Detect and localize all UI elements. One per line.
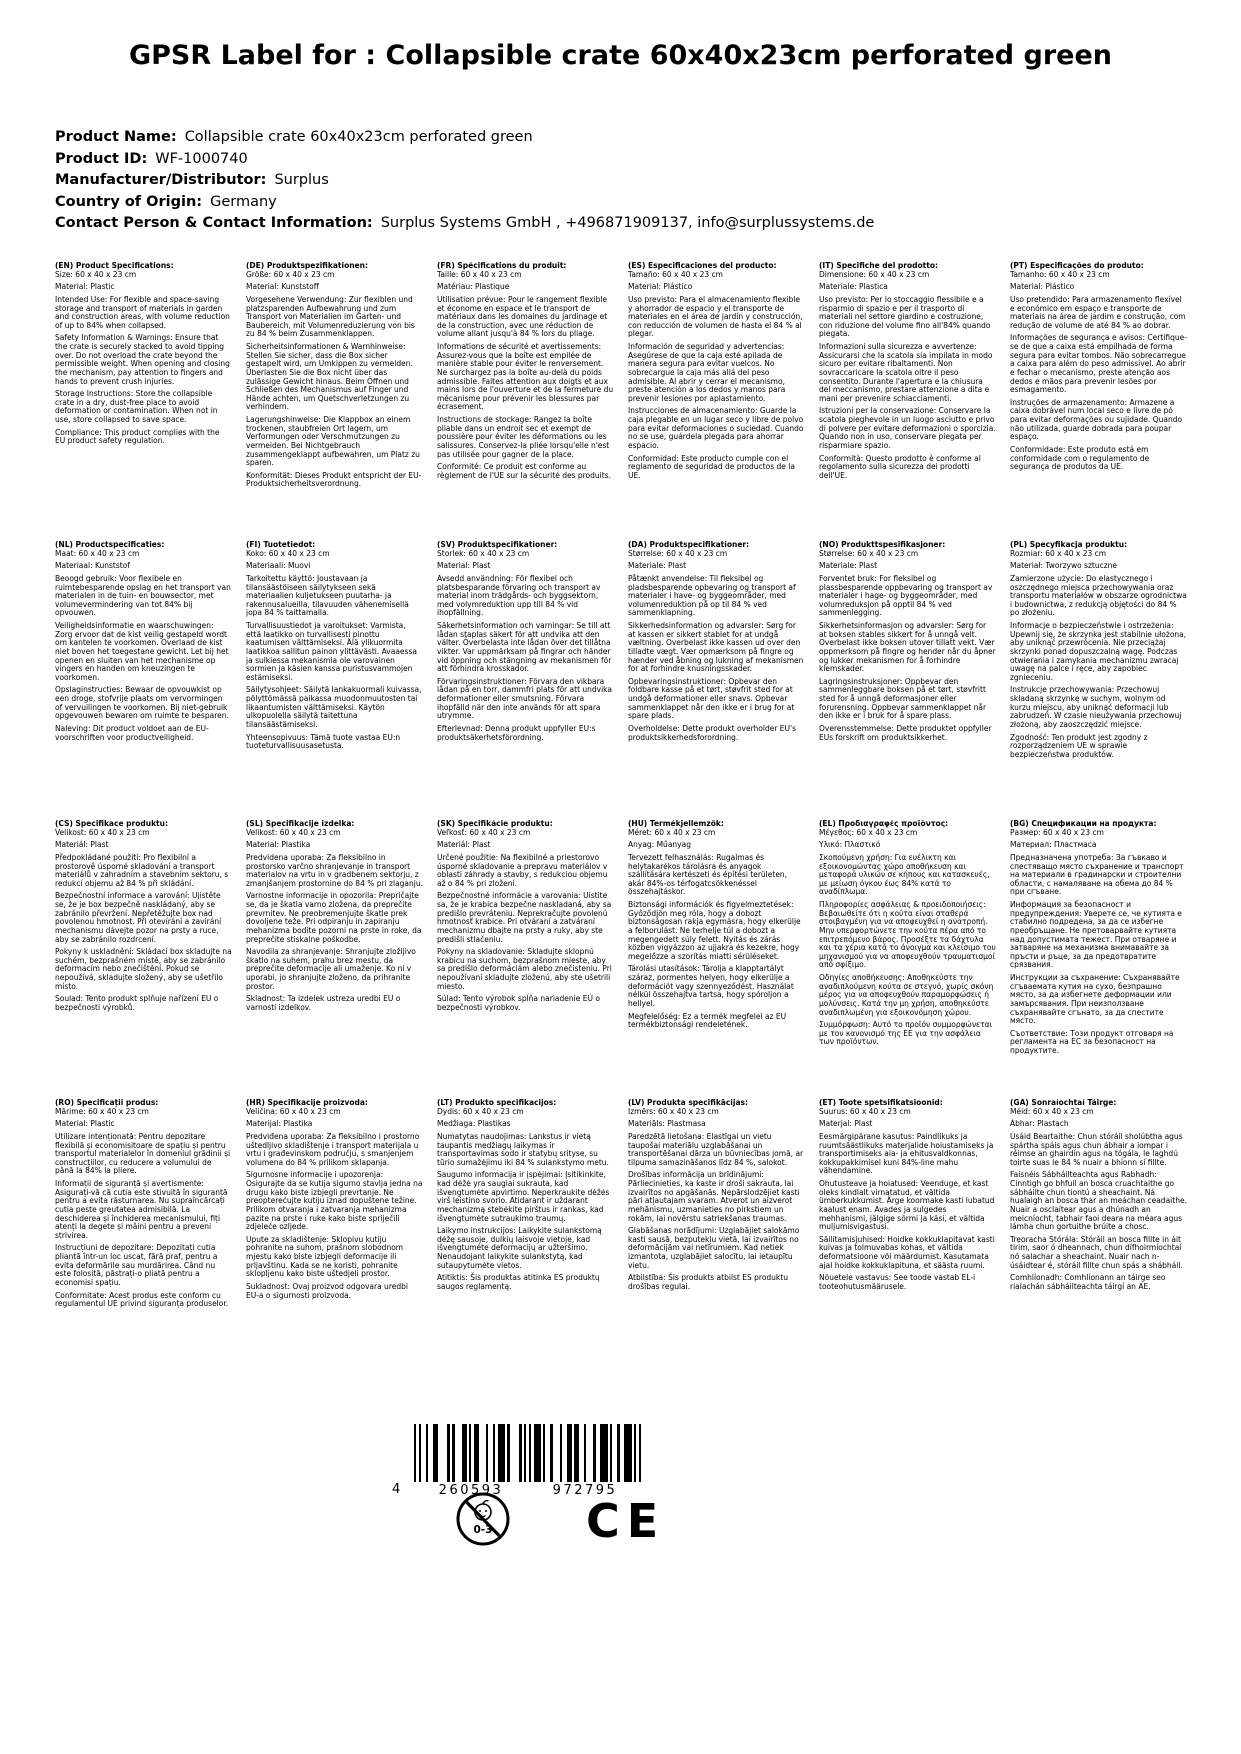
- product-info-value: Germany: [210, 193, 277, 210]
- lang-block-sk: [437, 820, 614, 1099]
- block-paragraph: Matériau: Plastique: [437, 282, 510, 292]
- block-paragraph: Συμμόρφωση: Αυτό το προϊόν συμμορφώνεται με τον κανονισμό της ΕΕ για την ασφάλεια των προϊόντων.: [819, 1020, 993, 1047]
- block-heading: (FI) Tuotetiedot:: [246, 541, 316, 549]
- lang-block-lt: [437, 1099, 614, 1378]
- block-paragraph: Utilisation prévue: Pour le rangement flexible et économe en espace et le transport de matériaux dans les domaines du jardinage et de la construction, avec une réduction de volume allant jusqu'à 84 % lors du pliage.: [437, 294, 608, 339]
- block-paragraph: Material: Kunststoff: [246, 282, 319, 292]
- lang-block-bg: [1010, 820, 1187, 1099]
- barcode-bars-icon: [414, 1424, 642, 1482]
- block-paragraph: Saugumo informacija ir įspėjimai: Įsitikinkite, kad dėžė yra saugiai sukrauta, kad išvengtumėte apvirtimo. Neperkraukite dėžės virš leistino svorio. Atidarant ir uždarant mechanizmą stebėkite pirštus ir rankas, kad išvengtumėte sutraukimo traumų.: [437, 1170, 610, 1223]
- block-paragraph: Soulad: Tento produkt splňuje nařízení EU o bezpečnosti výrobků.: [55, 994, 219, 1012]
- block-paragraph: Yhteensopivuus: Tämä tuote vastaa EU:n tuoteturvallisuusasetusta.: [246, 732, 401, 751]
- barcode-bar: [639, 1424, 641, 1482]
- block-paragraph: Instructions de stockage: Rangez la boîte pliable dans un endroit sec et exempt de poussière pour éviter les déformations ou les salissures. Conservez-la pliée lorsqu'elle n'est pas utilisée pour gagner de la place.: [437, 415, 610, 459]
- block-paragraph: Instrukcje przechowywania: Przechowuj składaną skrzynkę w suchym, wolnym od kurzu miejscu, aby uniknąć deformacji lub zabrudzeń. W czasie nieużywania przechowuj złożoną, aby zaoszczędzić miejsce.: [1010, 685, 1182, 729]
- block-paragraph: Material: Plast: [437, 561, 491, 571]
- block-paragraph: Størrelse: 60 x 40 x 23 cm: [628, 548, 728, 558]
- barcode-right-group: 972795: [552, 1483, 618, 1498]
- lang-block-sv: [437, 541, 614, 820]
- lang-block-fi: [246, 541, 423, 820]
- lang-block-nl: [55, 541, 232, 820]
- block-paragraph: Predviđena uporaba: Za fleksibilno i prostorno uštedljivo skladištenje i transport materijala u vrtu i građevinskom području, s smanjenjem volumena do 84 % prilikom sklapanja.: [246, 1131, 420, 1167]
- block-paragraph: Zamierzone użycie: Do elastycznego i oszczędnego miejsca przechowywania oraz transportu materiałów w obszarze ogrodnictwa i budownictwa, z redukcją objętości do 84 % po złożeniu.: [1010, 573, 1187, 618]
- block-paragraph: Medžiaga: Plastikas: [437, 1119, 511, 1129]
- block-paragraph: Uso previsto: Per lo stoccaggio flessibile e a risparmio di spazio e per il trasporto di materiali nel settore giardino e costruzione, con riduzione del volume fino all'84% quando piegata.: [819, 294, 991, 339]
- block-paragraph: Предназначена употреба: За гъвкаво и спестяващо място съхранение и транспорт на материали в градинарски и строителни области, с намаляване на обема до 84 % при сгъване.: [1010, 852, 1184, 897]
- product-info-label: Contact Person & Contact Information:: [55, 215, 373, 231]
- block-paragraph: Tamanho: 60 x 40 x 23 cm: [1010, 269, 1110, 279]
- block-paragraph: Σκοπούμενη χρήση: Για ευέλικτη και εξοικονομώντας χώρο αποθήκευση και μεταφορά υλικών σε κήπους και κατασκευές, με μείωση όγκου έως 84% κατά το αναδίπλωμα.: [819, 852, 990, 897]
- block-paragraph: Úsáid Beartaithe: Chun stóráil sholúbtha agus spártha spáis agus chun ábhair a iompar i réimse an ghairdín agus na tógála, le laghdú toirte suas le 84 % nuair a bhíonn sí fillte.: [1010, 1131, 1183, 1167]
- block-paragraph: Instrucciones de almacenamiento: Guarde la caja plegable en un lugar seco y libre de polvo para evitar deformaciones o suciedad. Cuando no se use, guárdela plegada para ahorrar espacio.: [628, 406, 804, 450]
- block-heading: (CS) Specifikace produktu:: [55, 820, 168, 828]
- block-heading: (RO) Specificații produs:: [55, 1099, 159, 1107]
- block-paragraph: Turvallisuustiedot ja varoitukset: Varmista, että laatikko on turvallisesti pinottu kaatumisen välttämiseksi. Älä ylikuormita laatikkoa sallitun painon ylittävästi. Avaaessa ja sulkiessa mekanismia ole varovainen sormien ja käsien kanssa puristusvammojen estämiseksi.: [246, 621, 417, 682]
- block-paragraph: Navodila za shranjevanje: Shranjujte zložljivo škatlo na suhem, prahu brez mestu, da preprečite deformacije ali umaženje. Ko ni v uporabi, jo shranjujte zloženo, da prihranite prostor.: [246, 947, 416, 991]
- block-paragraph: Materijal: Plastika: [246, 1119, 313, 1129]
- block-paragraph: Tamaño: 60 x 40 x 23 cm: [628, 269, 723, 279]
- block-heading: (DA) Produktspecifikationer:: [628, 541, 750, 549]
- block-paragraph: Varnostne informacije in opozorila: Prepričajte se, da je škatla varno zložena, da preprečite prevrnitev. Ne preobremenjujte škatle prek dovoljene teže. Pri odpiranju in zapiranju mehanizma bodite pozorni na prste in roke, da preprečite stiskalne poškodbe.: [246, 891, 422, 944]
- block-heading: (ES) Especificaciones del producto:: [628, 262, 777, 270]
- block-heading: (HU) Termékjellemzők:: [628, 820, 724, 828]
- block-paragraph: Méret: 60 x 40 x 23 cm: [628, 827, 716, 837]
- product-info-value: WF-1000740: [155, 150, 248, 167]
- ce-mark-icon: CE: [586, 1494, 666, 1548]
- block-paragraph: Dimensione: 60 x 40 x 23 cm: [819, 269, 930, 279]
- product-info: [55, 127, 874, 235]
- barcode-first-digit: 4: [392, 1482, 401, 1497]
- block-paragraph: Informações de segurança e avisos: Certifique-se de que a caixa está empilhada de forma segura para evitar tombos. Não sobrecarregue a caixa para além do peso admissível. Ao abrir e fechar o mecanismo, preste atenção aos dedos e mãos para prevenir lesões por esmagamento.: [1010, 333, 1187, 395]
- lang-block-ro: [55, 1099, 232, 1378]
- block-paragraph: Größe: 60 x 40 x 23 cm: [246, 269, 335, 279]
- block-paragraph: Velikost: 60 x 40 x 23 cm: [55, 827, 150, 837]
- block-paragraph: Veľkosť: 60 x 40 x 23 cm: [437, 827, 531, 837]
- lang-block-et: [819, 1099, 996, 1378]
- block-paragraph: Conformidad: Este producto cumple con el reglamento de seguridad de productos de la UE.: [628, 453, 795, 480]
- product-info-row: [55, 192, 874, 214]
- block-paragraph: Zgodność: Ten produkt jest zgodny z rozporządzeniem UE w sprawie bezpieczeństwa produktów.: [1010, 732, 1148, 759]
- block-paragraph: Μέγεθος: 60 x 40 x 23 cm: [819, 827, 918, 837]
- block-paragraph: Laikymo instrukcijos: Laikykite sulankstomą dėžę sausoje, dulkių laisvoje vietoje, kad išvengtumėte deformacijų ar užteršimo. Nenaudojant laikykite sulankstytą, kad sutaupytumėte vietos.: [437, 1226, 602, 1270]
- product-info-value: Surplus: [274, 172, 329, 188]
- block-paragraph: Инструкции за съхранение: Съхранявайте сгъваемата кутия на сухо, безпрашно място, за да избегнете деформации или замърсявания. При неизползване съхранявайте сгънато, за да спестите място.: [1010, 973, 1180, 1026]
- block-paragraph: Bezpečnostné informácie a varovania: Uistite sa, že je krabica bezpečne naskladaná, aby sa predišlo prevráteniu. Neprekračujte povolenú hmotnosť krabice. Pri otváraní a zatváraní mechanizmu dbajte na prsty a ruky, aby ste predišli stlačeniu.: [437, 891, 612, 944]
- product-info-row: [55, 149, 874, 171]
- block-paragraph: Πληροφορίες ασφάλειας & προειδοποιήσεις: Βεβαιωθείτε ότι η κούτα είναι σταθερά στοιβαγμένη για να αποφευχθεί η ανατροπή. Μην υπερφορτώνετε την κούτα πέρα από το επιτρεπόμενο βάρος. Προσέξτε τα δάχτυλα και τα χέρια κατά το άνοιγμα και κλείσιμο του μηχανισμού για να αποφευχθούν τραυματισμοί από σφίξιμο.: [819, 900, 996, 970]
- language-blocks-grid: [55, 262, 1187, 1378]
- block-heading: (GA) Sonraíochtaí Táirge:: [1010, 1099, 1117, 1107]
- lang-block-fr: [437, 262, 614, 541]
- block-paragraph: Storlek: 60 x 40 x 23 cm: [437, 548, 530, 558]
- block-paragraph: Pokyny k uskladnění: Skládací box skladujte na suchém, bezprašném místě, aby se zabránilo deformacím nebo znečištění. Pokud se nepoužívá, skladujte složený, aby se ušetřilo místo.: [55, 947, 232, 991]
- block-paragraph: Upute za skladištenje: Sklopivu kutiju pohranite na suhom, prašnom slobodnom mjestu kako biste izbjegli deformacije ili prljavštinu. Kada se ne koristi, pohranite sklopljenu kako biste uštedjeli prostor.: [246, 1234, 404, 1279]
- block-heading: (SL) Specifikacije izdelka:: [246, 820, 355, 828]
- block-paragraph: Size: 60 x 40 x 23 cm: [55, 269, 137, 279]
- block-paragraph: Megfelelőség: Ez a termék megfelel az EU termékbiztonsági rendeletének.: [628, 1011, 787, 1030]
- block-paragraph: Méid: 60 x 40 x 23 cm: [1010, 1106, 1094, 1116]
- lang-block-lv: [628, 1099, 805, 1378]
- block-paragraph: Koko: 60 x 40 x 23 cm: [246, 548, 330, 558]
- block-heading: (EL) Προδιαγραφές προϊόντος:: [819, 820, 949, 828]
- block-paragraph: Compliance: This product complies with the EU product safety regulation.: [55, 427, 220, 446]
- block-paragraph: Paredzētā lietošana: Elastīgai un vietu taupošai materiālu uzglabāšanai un transportēšanai dārza un būvniecības jomā, ar tilpuma samazināšanos līdz 84 %, salokot.: [628, 1131, 804, 1167]
- age-0-3-prohibition-icon: [455, 1491, 511, 1547]
- product-info-value: Collapsible crate 60x40x23cm perforated green: [184, 129, 533, 145]
- block-paragraph: Rozmiar: 60 x 40 x 23 cm: [1010, 548, 1107, 558]
- block-paragraph: Tervezett felhasználás: Rugalmas és helytakarékos tárolásra és anyagok szállítására kertészeti és építési területen, akár 84%-os térfogatcsökkenéssel összehajtáskor.: [628, 852, 788, 897]
- block-paragraph: Material: Plástico: [628, 282, 693, 292]
- block-paragraph: Información de seguridad y advertencias: Asegúrese de que la caja esté apilada de manera segura para evitar vuelcos. No sobrecargue la caja más allá del peso admisible. Al abrir y cerrar el mecanismo, preste atención a los dedos y manos para prevenir lesiones por aplastamiento.: [628, 342, 786, 403]
- block-paragraph: Säkerhetsinformation och varningar: Se till att lådan staplas säkert för att undvika att den välter. Överbelasta inte lådan över det tillåtna vikter. Var uppmärksam på fingrar och händer vid öppning och stängning av mekanismen för att förhindra krosskador.: [437, 621, 612, 674]
- block-paragraph: Atbilstība: Šis produkts atbilst ES produktu drošības regulai.: [628, 1273, 788, 1291]
- block-paragraph: Mărime: 60 x 40 x 23 cm: [55, 1106, 149, 1116]
- block-paragraph: Material: Plastic: [55, 282, 115, 292]
- block-paragraph: Informazioni sulla sicurezza e avvertenze: Assicurarsi che la scatola sia impilata in modo sicuro per evitare ribaltamenti. Non sovraccaricare la scatola oltre il peso consentito. Durante l'apertura e la chiusura del meccanismo, prestare attenzione a dita e mani per prevenire schiacciamenti.: [819, 342, 993, 403]
- block-paragraph: Vorgesehene Verwendung: Zur flexiblen und platzsparenden Aufbewahrung und zum Transport von Materialien im Garten- und Baubereich, mit Volumenreduzierung von bis zu 84 % beim Zusammenklappen.: [246, 294, 415, 339]
- block-paragraph: Overholdelse: Dette produkt overholder EU's produktsikkerhedsforordning.: [628, 723, 797, 742]
- block-paragraph: Sukladnost: Ovaj proizvod odgovara uredbi EU-a o sigurnosti proizvoda.: [246, 1281, 408, 1300]
- block-paragraph: Comhlíonadh: Comhlíonann an táirge seo rialachán sábháilteachta táirgí an AE.: [1010, 1273, 1166, 1291]
- block-heading: (SV) Produktspecifikationer:: [437, 541, 558, 549]
- block-paragraph: Materiale: Plastica: [819, 282, 888, 292]
- block-paragraph: Konformität: Dieses Produkt entspricht der EU-Produktsicherheitsverordnung.: [246, 470, 422, 489]
- block-paragraph: Opslaginstructies: Bewaar de opvouwkist op een droge, stofvrije plaats om vervormingen of vervuilingen te voorkomen. Bij niet-gebruik opgevouwen bewaren om ruimte te besparen.: [55, 685, 229, 721]
- lang-block-cs: [55, 820, 232, 1099]
- block-paragraph: Informations de sécurité et avertissements: Assurez-vous que la boîte est empilée de manière stable pour éviter le renversement. Ne surchargez pas la boîte au-delà du poids admissible. Faites attention aux doigts et aux mains lors de l'ouverture et de la fermeture du mécanisme pour prévenir les blessures par écrasement.: [437, 342, 614, 412]
- lang-block-it: [819, 262, 996, 541]
- block-paragraph: Určené použitie: Na flexibilné a priestorovo úsporné skladovanie a prepravu materiálov v oblasti záhrady a stavby, s redukciou objemu až o 84 % pri zložení.: [437, 852, 608, 888]
- block-paragraph: Informații de siguranță și avertismente: Asigurați-vă că cutia este stivuită în siguranță pentru a evita răsturnarea. Nu supraîncărcați cutia peste greutatea admisibilă. La deschiderea și închiderea mecanismului, fiți atenți la degete și mâini pentru a preveni strivirea.: [55, 1179, 228, 1240]
- block-paragraph: Avsedd användning: För flexibel och platsbesparande förvaring och transport av material inom trädgårds- och byggsektorn, med volymreduktion upp till 84 % vid ihopfällning.: [437, 573, 601, 618]
- block-paragraph: Conformité: Ce produit est conforme au règlement de l'UE sur la sécurité des produits.: [437, 462, 611, 480]
- block-paragraph: Atitiktis: Šis produktas atitinka ES produktų saugos reglamentą.: [437, 1273, 600, 1291]
- block-paragraph: Instruções de armazenamento: Armazene a caixa dobrável num local seco e livre de pó para evitar deformações ou sujidade. Quando não utilizada, guarde dobrada para poupar espaço.: [1010, 397, 1183, 442]
- block-paragraph: Velikost: 60 x 40 x 23 cm: [246, 827, 341, 837]
- block-paragraph: Съответствие: Този продукт отговаря на регламента на ЕС за безопасност на продуктите.: [1010, 1028, 1174, 1055]
- block-paragraph: Taille: 60 x 40 x 23 cm: [437, 269, 522, 279]
- block-paragraph: Materiale: Plast: [628, 561, 687, 571]
- block-paragraph: Conformità: Questo prodotto è conforme al regolamento sulla sicurezza dei prodotti dell'UE.: [819, 453, 981, 480]
- block-paragraph: Treoracha Stórála: Stóráil an bosca fillte in áit tirim, saor ó dheannach, chun dífhoirmíochtaí nó salachar a sheachaint. Nuair nach n-úsáidtear é, stóráil fillte chun spás a shábháil.: [1010, 1234, 1183, 1270]
- lang-block-hu: [628, 820, 805, 1099]
- product-info-row: [55, 213, 874, 235]
- block-heading: (SK) Špecifikácie produktu:: [437, 820, 553, 828]
- block-heading: (EN) Product Specifications:: [55, 262, 174, 270]
- barcode-left-group: 260593: [438, 1483, 504, 1498]
- block-heading: (PT) Especificações do produto:: [1010, 262, 1144, 270]
- block-paragraph: Eesmärgipärane kasutus: Paindlikuks ja ruumtsäästlikuks materjalide hoiustamiseks ja transportimiseks aia- ja ehitusvaldkonnas, kokkupakkimisel kuni 84%-line mahu vähendamine.: [819, 1131, 994, 1176]
- ean-barcode: [390, 1424, 642, 1498]
- block-paragraph: Conformitate: Acest produs este conform cu regulamentul UE privind siguranța produselor.: [55, 1290, 229, 1309]
- block-paragraph: Sigurnosne informacije i upozorenja: Osigurajte da se kutija sigurno stavlja jedna na drugu kako biste izbjegli prevrtanje. Ne preopterećujte kutiju iznad dopuštene težine. Prilikom otvaranja i zatvaranja mehanizma pazite na prste i ruke kako biste spriječili zdjeleće ozljede.: [246, 1170, 423, 1232]
- block-paragraph: Anyag: Műanyag: [628, 840, 691, 850]
- block-paragraph: Conformidade: Este produto está em conformidade com o regulamento de segurança de produtos da UE.: [1010, 444, 1150, 472]
- block-paragraph: Drošības informācija un brīdinājumi: Pārliecinieties, ka kaste ir droši sakrauta, lai izvairītos no apgāšanās. Nepārslodzējiet kasti pāri atļautajam svaram. Atverot un aizverot mehānismu, uzmanieties no pirkstiem un rokām, lai novērstu satriekšanas traumas.: [628, 1170, 800, 1223]
- block-heading: (PL) Specyfikacja produktu:: [1010, 541, 1128, 549]
- block-paragraph: Maat: 60 x 40 x 23 cm: [55, 548, 140, 558]
- block-heading: (FR) Spécifications du produit:: [437, 262, 567, 270]
- block-heading: (IT) Specifiche del prodotto:: [819, 262, 938, 270]
- lang-block-de: [246, 262, 423, 541]
- block-paragraph: Sikkerhetsinformasjon og advarsler: Sørg for at boksen stables sikkert for å unngå velt. Overbelast ikke boksen utover tillatt vekt. Vær oppmerksom på fingre og hender når du åpner og lukker mekanismen for å forhindre klemskader.: [819, 621, 996, 674]
- block-paragraph: Numatytas naudojimas: Lankstus ir vietą taupantis medžiagų laikymas ir transportavimas sodo ir statybų srityse, su tūrio sumažėjimu iki 84 % sulankstymo metu.: [437, 1131, 609, 1167]
- block-paragraph: Izmērs: 60 x 40 x 23 cm: [628, 1106, 719, 1116]
- block-paragraph: Dydis: 60 x 40 x 23 cm: [437, 1106, 524, 1116]
- block-paragraph: Sikkerhedsinformation og advarsler: Sørg for at kassen er sikkert stablet for at undgå væltning. Overbelast ikke kassen ud over den tilladte vægt. Vær opmærksom på fingre og hænder ved åbning og lukning af mekanismen for at forhindre knusningsskader.: [628, 621, 804, 674]
- product-info-label: Country of Origin:: [55, 193, 203, 210]
- product-info-label: Manufacturer/Distributor:: [55, 172, 267, 188]
- lang-block-no: [819, 541, 996, 820]
- block-paragraph: Ábhar: Plastach: [1010, 1119, 1069, 1129]
- block-heading: (NO) Produkttspesifikasjoner:: [819, 541, 946, 549]
- block-paragraph: Storage Instructions: Store the collapsible crate in a dry, dust-free place to avoid deformation or contamination. When not in use, store collapsed to save space.: [55, 389, 218, 424]
- block-paragraph: Material: Plastic: [55, 1119, 115, 1129]
- block-paragraph: Material: Plástico: [1010, 282, 1075, 292]
- block-paragraph: Instrucțiuni de depozitare: Depozitați cutia pliantă într-un loc uscat, fără praf, pentru a evita deformările sau murdărirea. Când nu este folosită, păstrați-o pliată pentru a economisi spațiu.: [55, 1243, 218, 1287]
- product-info-value: Surplus Systems GmbH , +496871909137, info@surplussystems.de: [380, 215, 875, 231]
- page-title: GPSR Label for : Collapsible crate 60x40x23cm perforated green: [128, 40, 1113, 71]
- block-paragraph: Materiaal: Kunststof: [55, 561, 130, 571]
- block-paragraph: Veiligheidsinformatie en waarschuwingen: Zorg ervoor dat de kist veilig gestapeld wordt om kantelen te voorkomen. Overlaad de kist niet boven het toegestane gewicht. Let bij het openen en sluiten van het mechanisme op vingers en handen om kneuzingen te voorkomen.: [55, 621, 229, 682]
- block-paragraph: Materiál: Plast: [55, 840, 109, 850]
- block-paragraph: Υλικό: Πλαστικό: [819, 840, 881, 850]
- block-paragraph: Informacje o bezpieczeństwie i ostrzeżenia: Upewnij się, że skrzynka jest stabilnie ułożona, aby uniknąć przewrócenia. Nie przeciążaj skrzynki ponad dopuszczalną wagę. Podczas otwierania i zamykania mechanizmu zwracaj uwagę na palce i ręce, aby zapobiec zgnieceniu.: [1010, 621, 1187, 682]
- block-paragraph: Glabāšanas norādījumi: Uzglabājiet salokāmo kasti sausā, bezputekļu vietā, lai izvairītos no deformācijām vai netīrumiem. Kad netiek izmantota, uzglabājiet salocītu, lai ietaupītu vietu.: [628, 1226, 800, 1270]
- block-paragraph: Lagerungshinweise: Die Klappbox an einem trockenen, staubfreien Ort lagern, um Verformungen oder Verschmutzungen zu vermeiden. Bei Nichtgebrauch zusammengeklappt aufbewahren, um Platz zu sparen.: [246, 415, 420, 468]
- block-paragraph: Οδηγίες αποθήκευσης: Αποθηκεύστε την αναδιπλούμενη κούτα σε στεγνό, χωρίς σκόνη μέρος για να αποφευχθούν παραμορφώσεις ή μολύνσεις. Κατά την μη χρήση, αποθηκεύστε αναδιπλωμένη για εξοικονόμηση χώρου.: [819, 973, 994, 1017]
- block-paragraph: Förvaringsinstruktioner: Förvara den vikbara lådan på en torr, dammfri plats för att undvika deformationer eller smutsning. Förvara ihopfälld när den inte används för att spara utrymme.: [437, 676, 612, 721]
- block-paragraph: Säilytysohjeet: Säilytä lankakuormali kuivassa, pölyttömässä paikassa muodonmuutosten tai likaantumisten välttämiseksi. Käytön ulkopuolella säilytä taitettuna tilansäästämiseksi.: [246, 685, 422, 729]
- block-paragraph: Materjal: Plast: [819, 1119, 873, 1129]
- lang-block-sl: [246, 820, 423, 1099]
- block-paragraph: Intended Use: For flexible and space-saving storage and transport of materials in garden and construction areas, with volume reduction of up to 84% when collapsed.: [55, 294, 230, 330]
- block-paragraph: Størrelse: 60 x 40 x 23 cm: [819, 548, 919, 558]
- block-paragraph: Efterlevnad: Denna produkt uppfyller EU:s produktsäkerhetsförordning.: [437, 723, 596, 742]
- lang-block-hr: [246, 1099, 423, 1378]
- block-paragraph: Bezpečnostní informace a varování: Ujistěte se, že je box bezpečně naskládaný, aby se zabránilo převržení. Nepřetěžujte box nad povolenou hmotnost. Při otevírání a zavírání mechanismu dávejte pozor na prsty a ruce, aby se zabránilo rozdrcení.: [55, 891, 222, 944]
- block-paragraph: Naleving: Dit product voldoet aan de EU-voorschriften voor productveiligheid.: [55, 723, 209, 742]
- block-paragraph: Safety Information & Warnings: Ensure that the crate is securely stacked to avoid tipping over. Do not overload the crate beyond the permissible weight. When opening and closing the mechanism, pay attention to fingers and hands to prevent crush injuries.: [55, 333, 230, 386]
- block-paragraph: Materiał: Tworzywo sztuczne: [1010, 561, 1118, 571]
- block-paragraph: Lagringsinstruksjoner: Oppbevar den sammenleggbare boksen på et tørt, støvfritt sted for å unngå deformasjoner eller forurensning. Oppbevar sammenklappet når den ikke er i bruk for å spare plass.: [819, 676, 987, 721]
- block-heading: (LV) Produkta specifikācijas:: [628, 1099, 748, 1107]
- block-paragraph: Suurus: 60 x 40 x 23 cm: [819, 1106, 911, 1116]
- block-heading: (BG) Спецификации на продукта:: [1010, 820, 1157, 828]
- block-paragraph: Předpokládané použití: Pro flexibilní a prostorově úsporné skladování a transport materiálů v zahradním a stavebním sektoru, s redukcí objemu až 84 % při skládání.: [55, 852, 229, 888]
- block-paragraph: Materiāls: Plastmasa: [628, 1119, 706, 1129]
- block-paragraph: Opbevaringsinstruktioner: Opbevar den foldbare kasse på et tørt, støvfrit sted for at undgå deformationer eller snavs. Opbevar sammenklappet når den ikke er i brug for at spare plads.: [628, 676, 795, 721]
- block-paragraph: Tarkoitettu käyttö: Joustavaan ja tilansäästöiseen säilytykseen sekä materiaalien kuljetukseen puutarha- ja rakennusalueilla, tilavuuden vähenemisellä jopa 84 % taittamalla.: [246, 573, 409, 618]
- block-paragraph: Faisnéis Sábháilteachta agus Rabhadh: Cinntigh go bhfuil an bosca cruachtaithe go sábháilte chun tiontú a sheachaint. Ná hualaigh an bosca thar an meáchan ceadaithe. Nuair a osclaítear agus a dhúnadh an meicníocht, tabhair faoi deara na méara agus lámha chun gortuithe brúite a chosc.: [1010, 1170, 1187, 1232]
- block-paragraph: Skladnost: Ta izdelek ustreza uredbi EU o varnosti izdelkov.: [246, 994, 401, 1012]
- block-paragraph: Materiale: Plast: [819, 561, 878, 571]
- lang-block-da: [628, 541, 805, 820]
- block-heading: (NL) Productspecificaties:: [55, 541, 165, 549]
- block-paragraph: Påtænkt anvendelse: Til fleksibel og pladsbesparende opbevaring og transport af materialer i have- og byggeområder, med volumenreduktion på op til 84 % ved sammenklapning.: [628, 573, 796, 618]
- block-paragraph: Veličina: 60 x 40 x 23 cm: [246, 1106, 341, 1116]
- block-paragraph: Beoogd gebruik: Voor flexibele en ruimtebesparende opslag en het transport van materialen in de tuin- en bouwsector, met volumevermindering van tot 84% bij opvouwen.: [55, 573, 231, 618]
- block-paragraph: Uso pretendido: Para armazenamento flexível e económico em espaço e transporte de materiais na área de jardim e construção, com redução de volume de até 84 % ao dobrar.: [1010, 294, 1186, 330]
- block-paragraph: Material: Plastika: [246, 840, 311, 850]
- block-paragraph: Tárolási utasítások: Tárolja a klapptartályt száraz, pormentes helyen, hogy elkerülje a deformációt vagy szennyeződést. Használat nélkül összehajtva tartsa, hogy spóroljon a hellyel.: [628, 964, 794, 1008]
- block-heading: (HR) Specifikacije proizvoda:: [246, 1099, 368, 1107]
- block-heading: (DE) Produktspezifikationen:: [246, 262, 368, 270]
- lang-block-es: [628, 262, 805, 541]
- lang-block-en: [55, 262, 232, 541]
- block-paragraph: Utilizare intenționată: Pentru depozitare flexibilă și economisitoare de spațiu și pentru transportul materialelor în domeniul grădinii și construcțiilor, cu reducere a volumului de până la 84% la pliere.: [55, 1131, 231, 1176]
- block-paragraph: Istruzioni per la conservazione: Conservare la scatola pieghevole in un luogo asciutto e privo di polvere per evitare deformazioni o sporcizia. Quando non in uso, conservare piegata per risparmiare spazio.: [819, 406, 996, 450]
- product-info-label: Product Name:: [55, 129, 177, 145]
- block-paragraph: Материал: Пластмаса: [1010, 840, 1097, 850]
- block-paragraph: Sicherheitsinformationen & Warnhinweise: Stellen Sie sicher, dass die Box sicher gestapelt wird, um Umkippen zu vermeiden. Überlasten Sie die Box nicht über das zulässige Gewicht hinaus. Beim Öffnen und Schließen des Mechanismus auf Finger und Hände achten, um Quetschverletzungen zu verhindern.: [246, 342, 413, 412]
- block-paragraph: Forventet bruk: For fleksibel og plassbesparende oppbevaring og transport av materialer i hage- og byggeområder, med volumreduksjon på opptil 84 % ved sammenlegging.: [819, 573, 993, 618]
- lang-block-el: [819, 820, 996, 1099]
- block-paragraph: Pokyny na skladovanie: Skladujte sklopnú krabicu na suchom, bezprašnom mieste, aby sa predišlo deformáciám alebo znečisteniu. Pri nepoužívaní skladujte zloženú, aby ste ušetrili miesto.: [437, 947, 612, 991]
- product-info-row: [55, 127, 874, 149]
- product-info-row: [55, 170, 874, 192]
- block-paragraph: Säilitamisjuhised: Hoidke kokkuklapitavat kasti kuivas ja tolmuvabas kohas, et vältida deformatsioone või määrdumist. Kasutamata ajal hoidke kokkuklapituna, et säästa ruumi.: [819, 1234, 995, 1270]
- lang-block-pt: [1010, 262, 1187, 541]
- block-heading: (LT) Produkto specifikacijos:: [437, 1099, 557, 1107]
- block-paragraph: Súlad: Tento výrobok spĺňa nariadenie EÚ o bezpečnosti výrobkov.: [437, 994, 600, 1012]
- block-paragraph: Nõuetele vastavus: See toode vastab EL-i tooteohutusmäärusele.: [819, 1273, 976, 1291]
- lang-block-ga: [1010, 1099, 1187, 1378]
- age-range-label: 0-3: [473, 1524, 493, 1536]
- block-paragraph: Ohutusteave ja hoiatused: Veenduge, et kast oleks kindlalt virnatatud, et vältida ümberkukkumist. Ärge koormake kasti lubatud kaalust enam. Avades ja sulgedes mehhanismi, jälgige sõrmi ja käsi, et vältida muljumisvigastusi.: [819, 1179, 995, 1232]
- block-paragraph: Materiaali: Muovi: [246, 561, 311, 571]
- lang-block-pl: [1010, 541, 1187, 820]
- block-paragraph: Materiál: Plast: [437, 840, 491, 850]
- block-paragraph: Uso previsto: Para el almacenamiento flexible y ahorrador de espacio y el transporte de materiales en el área de jardín y construcción, con reducción de volumen de hasta el 84 % al plegar.: [628, 294, 803, 339]
- block-paragraph: Predvidena uporaba: Za fleksibilno in prostorsko varčno shranjevanje in transport materialov na vrtu in v gradbenem sektorju, z zmanjšanjem prostornine do 84 % pri zlaganju.: [246, 852, 423, 888]
- age-warning-symbol: [455, 1491, 511, 1547]
- block-paragraph: Biztonsági információk és figyelmeztetések: Győződjön meg róla, hogy a dobozt biztonságosan rakja egymásra, hogy elkerülje a felborulást. Ne terhelje túl a dobozt a megengedett súly felett. Nyitás és zárás közben vigyázzon az ujjakra és kezekre, hogy megelőzze a szorítás miatti sérüléseket.: [628, 900, 801, 961]
- block-paragraph: Overensstemmelse: Dette produktet oppfyller EUs forskrift om produktsikkerhet.: [819, 723, 992, 742]
- block-paragraph: Информация за безопасност и предупреждения: Уверете се, че кутията е стабилно подредена, за да се избегне преобръщане. Не претоварвайте кутията над допустимата тежест. При отваряне и затваряне на механизма внимавайте за пръсти и ръце, за да предотвратите срязвания.: [1010, 900, 1182, 970]
- product-info-label: Product ID:: [55, 150, 148, 167]
- block-paragraph: Размер: 60 x 40 x 23 cm: [1010, 827, 1104, 837]
- block-heading: (ET) Toote spetsifikatsioonid:: [819, 1099, 943, 1107]
